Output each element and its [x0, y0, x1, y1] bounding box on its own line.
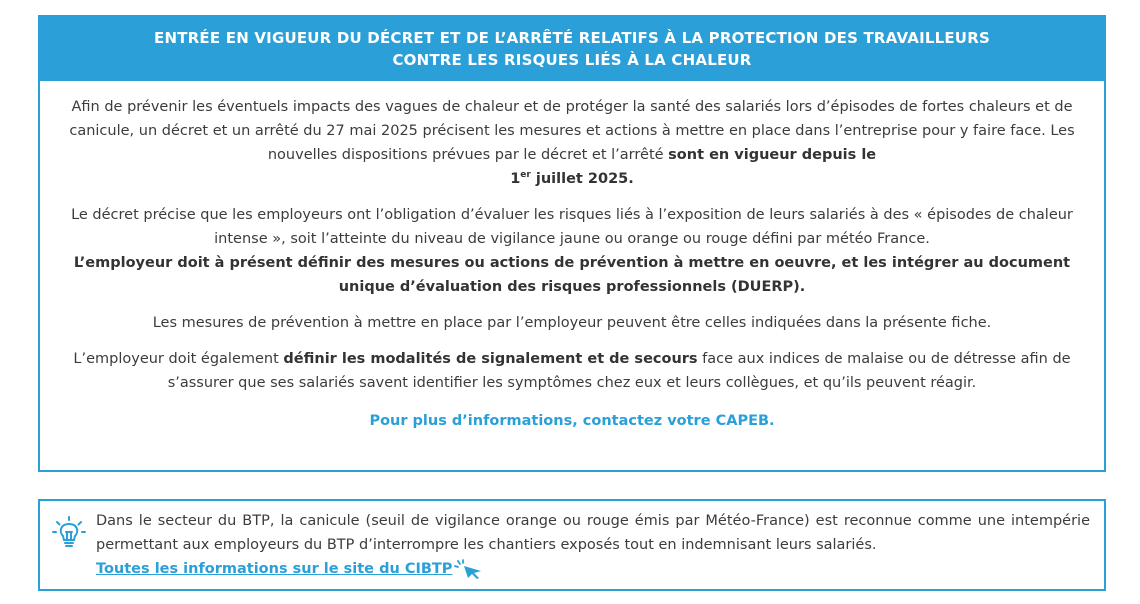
obligation-bold: L’employeur doit à présent définir des mesures ou actions de prévention à mettre en oeuvre, et les intégrer au document unique d’évaluation des risques professionnels (DUERP). [73, 255, 1071, 295]
info-box-body [40, 81, 1104, 433]
title-line-1: ENTRÉE EN VIGUEUR DU DÉCRET ET DE L’ARRÊTÉ RELATIFS À LA PROTECTION DES TRAVAILLEURS [154, 29, 990, 47]
intro-text: Afin de prévenir les éventuels impacts des vagues de chaleur et de protéger la santé des salariés lors d’épisodes de fortes chaleurs et de canicule, un décret et un arrêté du 27 mai 2025 précisent les mesures et actions à mettre en place dans l’entreprise pour y faire face. Les nouvelles dispositions prévues par le décret et l’arrêté [69, 99, 1075, 163]
title-line-2: CONTRE LES RISQUES LIÉS À LA CHALEUR [392, 51, 752, 69]
date-rest: juillet 2025. [530, 171, 634, 187]
click-cursor-icon [454, 559, 484, 579]
date-day: 1 [510, 171, 521, 187]
btp-tip-box [38, 499, 1106, 591]
intro-bold: sont en vigueur depuis le [668, 147, 877, 163]
info-box-header [40, 17, 1104, 81]
lightbulb-icon [52, 515, 86, 549]
contact-capeb: Pour plus d’informations, contactez votre CAPEB. [369, 413, 775, 429]
cibtp-link-row [96, 557, 1090, 581]
decree-info-box [38, 15, 1106, 472]
paragraph-intro [60, 95, 1084, 191]
alert-start: L’employeur doit également [73, 351, 284, 367]
alert-end: face aux indices de malaise ou de détresse afin de s’assurer que ses salariés savent identifier les symptômes chez eux et leurs collègues, et qu’ils peuvent réagir. [167, 351, 1071, 391]
cibtp-link[interactable]: Toutes les informations sur le site du CIBTP [96, 561, 453, 577]
paragraph-measures: Les mesures de prévention à mettre en place par l’employeur peuvent être celles indiquées dans la présente fiche. [152, 315, 992, 331]
date-suffix: er [520, 170, 531, 180]
effective-date [510, 171, 634, 187]
btp-canicule-text: Dans le secteur du BTP, la canicule (seuil de vigilance orange ou rouge émis par Météo-France) est reconnue comme une intempérie permettant aux employeurs du BTP d’interrompre les chantiers exposés tout en indemnisant leurs salariés. [96, 513, 1090, 553]
paragraph-alert [60, 347, 1084, 395]
obligation-text: Le décret précise que les employeurs ont l’obligation d’évaluer les risques liés à l’exposition de leurs salariés à des « épisodes de chaleur intense », soit l’atteinte du niveau de vigilance jaune ou orange ou rouge défini par météo France. [71, 207, 1073, 247]
alert-bold: définir les modalités de signalement et de secours [283, 351, 698, 367]
paragraph-obligation [60, 203, 1084, 299]
